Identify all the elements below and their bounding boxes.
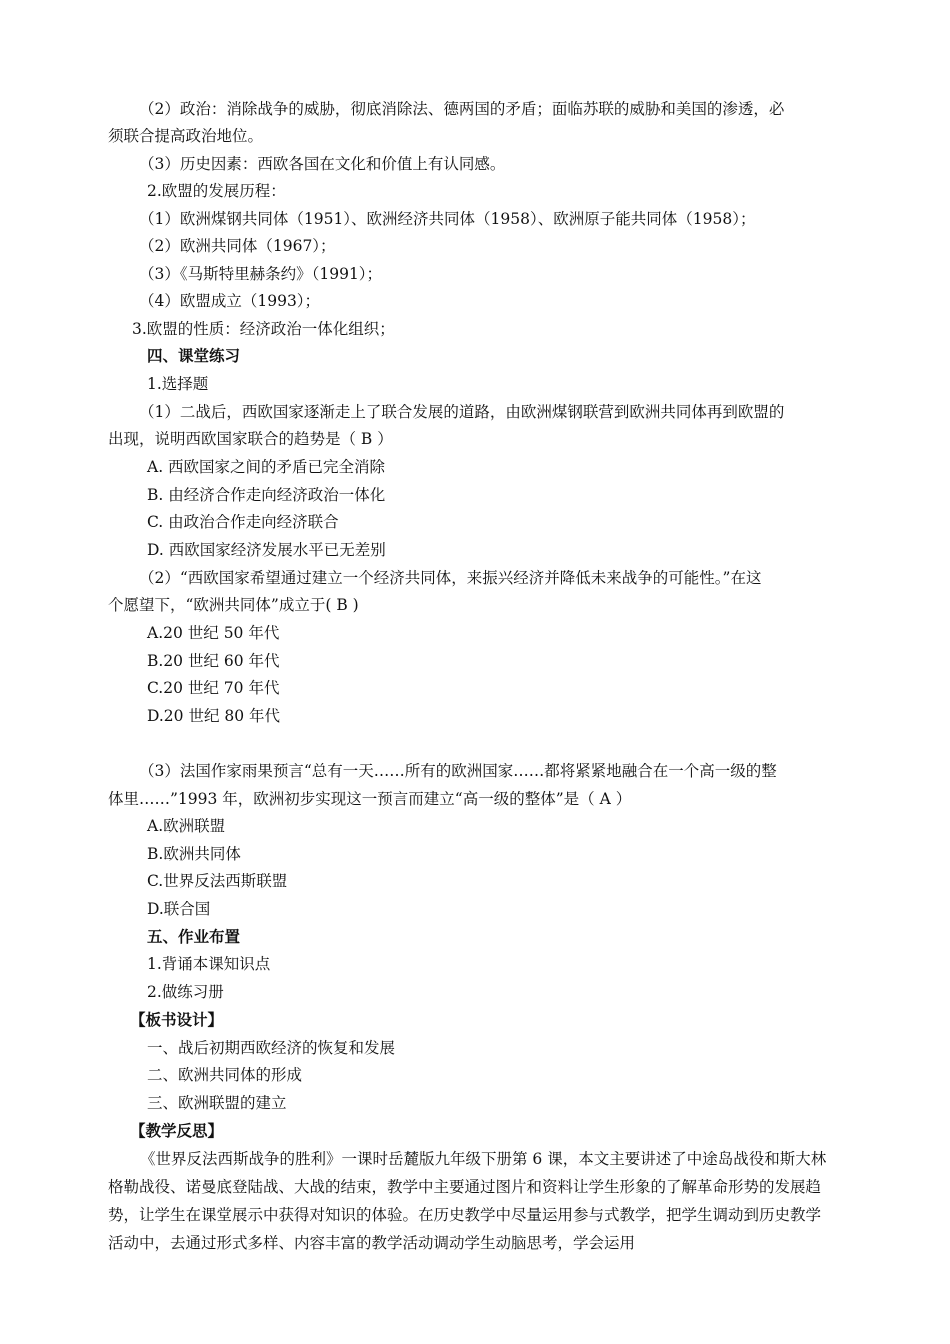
reflection-text: 《世界反法西斯战争的胜利》一课时岳麓版九年级下册第 6 课，本文主要讲述了中途岛战役和斯大林格勒战役、诺曼底登陆战、大战的结束，教学中主要通过图片和资料让学生形象的了解革命形势的发展趋势，让学生在课堂展示中获得对知识的体验。在历史教学中尽量运用参与式教学，把学生调动到历史教学活动中，去通过形式多样、内容丰富的教学活动调动学生动脑思考，学会运用	[108, 1150, 827, 1252]
q3-option-b: B.欧洲共同体	[147, 845, 241, 863]
q2-line2: 个愿望下，“欧洲共同体”成立于( B )	[108, 596, 359, 614]
eu-stage-3: （3）《马斯特里赫条约》（1991）；	[139, 265, 383, 283]
board-item-3: 三、欧洲联盟的建立	[147, 1094, 287, 1112]
q2-option-c: C.20 世纪 70 年代	[147, 679, 280, 697]
board-item-1: 一、战后初期西欧经济的恢复和发展	[147, 1039, 396, 1057]
factor-history: （3）历史因素：西欧各国在文化和价值上有认同感。	[139, 155, 506, 173]
q3-option-d: D.联合国	[147, 900, 211, 918]
eu-stage-4: （4）欧盟成立（1993）；	[139, 292, 321, 310]
board-design-heading: 【板书设计】	[130, 1010, 224, 1029]
q2-option-d: D.20 世纪 80 年代	[147, 707, 281, 725]
eu-stage-1: （1）欧洲煤钢共同体（1951）、欧洲经济共同体（1958）、欧洲原子能共同体（1958）；	[139, 210, 756, 228]
q3-line2: 体里……”1993 年，欧洲初步实现这一预言而建立“高一级的整体”是（ A ）	[108, 790, 632, 808]
reflection-heading: 【教学反思】	[130, 1121, 224, 1140]
factor-politics-line1: （2）政治：消除战争的威胁，彻底消除法、德两国的矛盾；面临苏联的威胁和美国的渗透，必	[139, 100, 785, 118]
eu-development-heading: 2.欧盟的发展历程：	[147, 182, 286, 200]
q3-line1: （3）法国作家雨果预言“总有一天……所有的欧洲国家……都将紧紧地融合在一个高一级的整	[139, 762, 777, 780]
eu-stage-2: （2）欧洲共同体（1967）；	[139, 237, 336, 255]
choice-heading: 1.选择题	[147, 375, 209, 393]
q1-line1: （1）二战后，西欧国家逐渐走上了联合发展的道路，由欧洲煤钢联营到欧洲共同体再到欧盟的	[139, 403, 785, 421]
q2-option-b: B.20 世纪 60 年代	[147, 652, 280, 670]
board-item-2: 二、欧洲共同体的形成	[147, 1066, 303, 1084]
reflection-paragraph	[108, 1145, 830, 1257]
factor-politics-line2: 须联合提高政治地位。	[108, 127, 264, 145]
q3-option-c: C.世界反法西斯联盟	[147, 872, 288, 890]
q1-line2: 出现，说明西欧国家联合的趋势是（ B ）	[108, 430, 393, 448]
homework-1: 1.背诵本课知识点	[147, 955, 271, 973]
q1-option-a: A. 西欧国家之间的矛盾已完全消除	[147, 458, 386, 476]
q2-line1: （2）“西欧国家希望通过建立一个经济共同体，来振兴经济并降低未来战争的可能性。”在这	[139, 569, 762, 587]
q1-option-c: C. 由政治合作走向经济联合	[147, 513, 339, 531]
eu-nature: 3.欧盟的性质：经济政治一体化组织；	[132, 320, 395, 338]
section-5-heading: 五、作业布置	[147, 927, 241, 946]
q3-option-a: A.欧洲联盟	[147, 817, 226, 835]
q1-option-b: B. 由经济合作走向经济政治一体化	[147, 486, 386, 504]
q2-option-a: A.20 世纪 50 年代	[147, 624, 280, 642]
homework-2: 2.做练习册	[147, 983, 224, 1001]
section-4-heading: 四、课堂练习	[147, 346, 241, 365]
q1-option-d: D. 西欧国家经济发展水平已无差别	[147, 541, 386, 559]
